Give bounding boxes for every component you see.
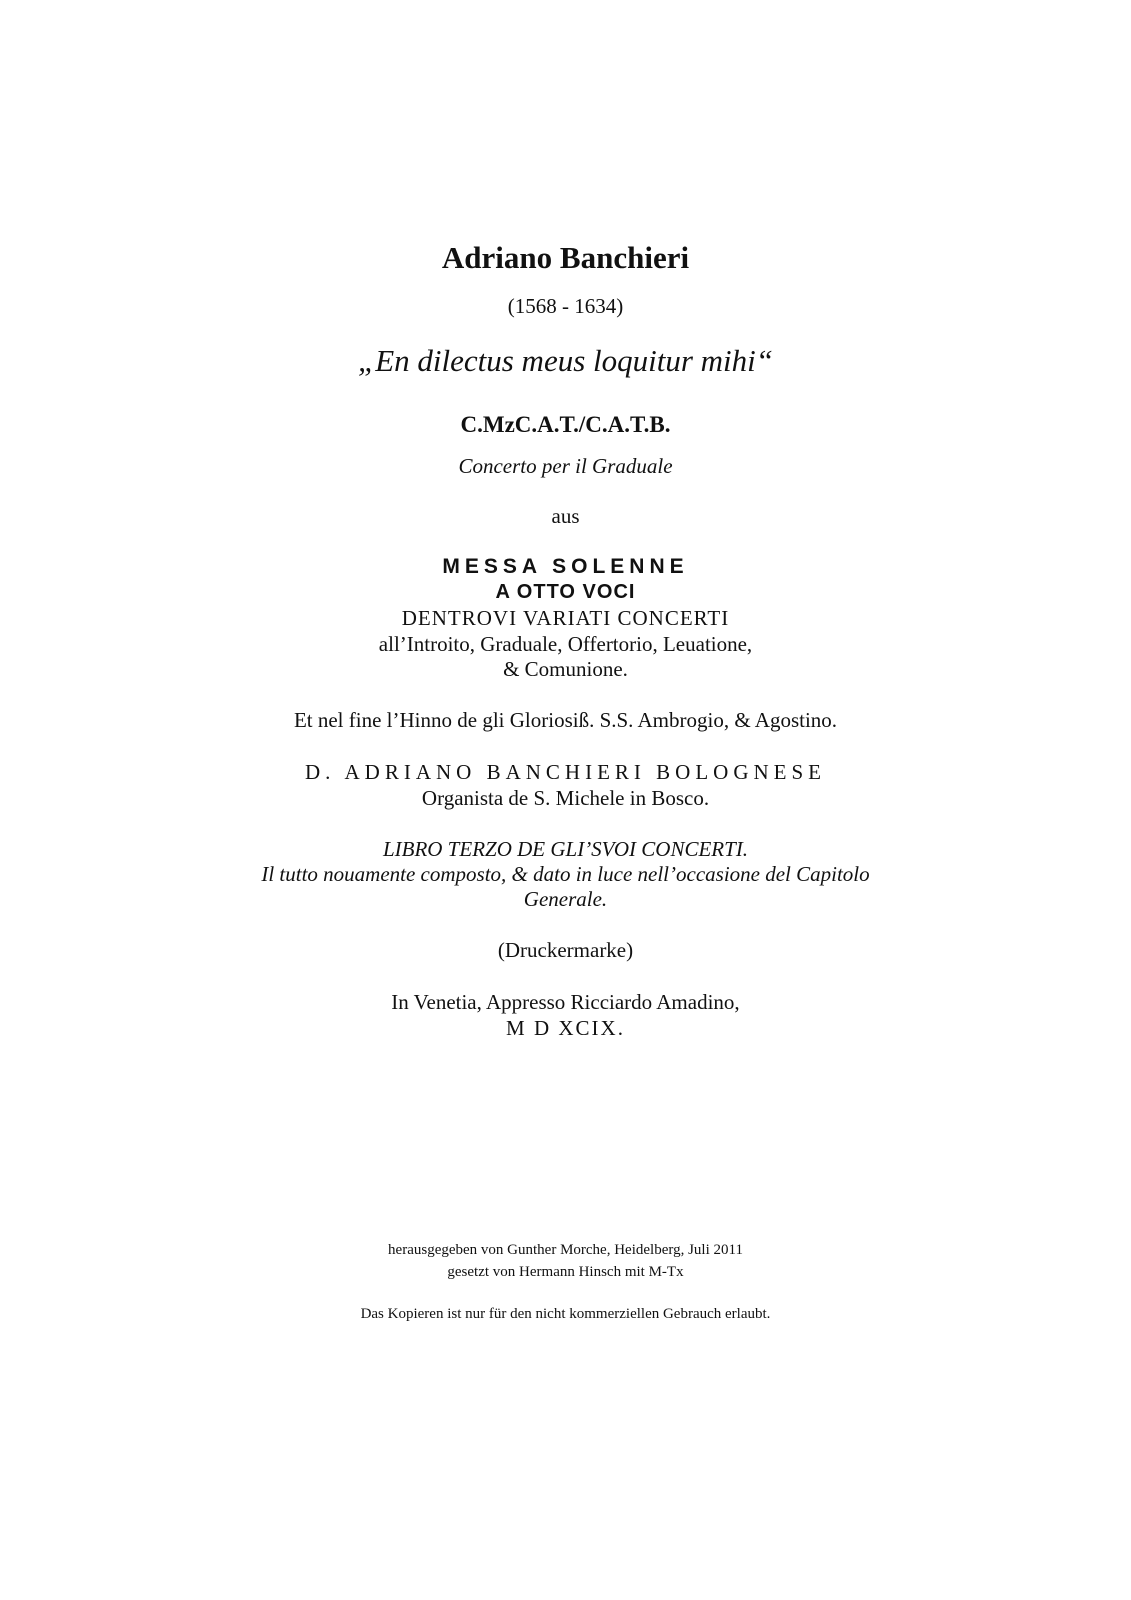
source-title-introito: all’Introito, Graduale, Offertorio, Leuatione, [378,632,753,656]
composer-dates: (1568 - 1634) [507,294,624,318]
work-subtitle: Concerto per il Graduale [458,454,673,478]
source-title-comunione: & Comunione. [503,657,628,681]
source-title-otto-voci: A OTTO VOCI [495,581,636,603]
source-title-dentrovi: DENTROVI VARIATI CONCERTI [401,606,730,630]
composer-name: Adriano Banchieri [441,240,690,275]
imprint: In Venetia, Appresso Ricciardo Amadino, [391,990,740,1014]
work-title: „En dilectus meus loquitur mihi“ [357,343,774,378]
copyright-notice: Das Kopieren ist nur für den nicht kommerziellen Gebrauch erlaubt. [360,1306,771,1322]
source-generale: Generale. [523,887,608,911]
source-hinno: Et nel fine l’Hinno de gli Gloriosiß. S.S. Ambrogio, & Agostino. [293,708,838,732]
printer-mark-note: (Druckermarke) [497,938,634,962]
voicing: C.MzC.A.T./C.A.T.B. [460,412,671,437]
source-author: D. ADRIANO BANCHIERI BOLOGNESE [305,760,826,784]
source-tutto: Il tutto nouamente composto, & dato in luce nell’occasione del Capitolo [261,862,870,886]
imprint-year: M D XCIX. [506,1016,625,1040]
source-libro: LIBRO TERZO DE GLI’SVOI CONCERTI. [382,837,749,861]
source-intro: aus [551,504,580,528]
typesetter-credit: gesetzt von Hermann Hinsch mit M-Tx [447,1264,684,1280]
source-author-role: Organista de S. Michele in Bosco. [421,786,710,810]
source-title-messa: MESSA SOLENNE [442,555,689,578]
editor-credit: herausgegeben von Gunther Morche, Heidelberg, Juli 2011 [388,1242,743,1258]
